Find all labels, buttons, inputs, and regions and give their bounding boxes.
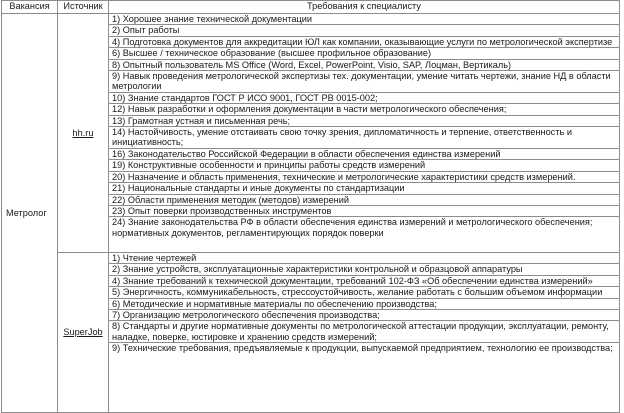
requirements-list-superjob (109, 253, 619, 354)
requirement-item: 6) Методические и нормативные материалы по обеспечению производства; (109, 299, 619, 310)
requirements-table (1, 0, 620, 413)
requirement-item: 10) Знание стандартов ГОСТ Р ИСО 9001, ГОСТ РВ 0015-002; (109, 93, 619, 104)
header-requirements: Требования к специалисту (109, 1, 620, 14)
requirement-item: 7) Организацию метрологического обеспечения производства; (109, 310, 619, 321)
requirement-item: 9) Навык проведения метрологической экспертизы тех. документации, умение читать чертежи, знание НД в области метрологии (109, 71, 619, 93)
requirements-list-hh (109, 14, 619, 238)
requirement-item: 1) Хорошее знание технической документации (109, 14, 619, 25)
group-row-hh (2, 14, 620, 253)
header-row (2, 1, 620, 14)
requirement-item: 23) Опыт поверки производственных инструментов (109, 206, 619, 217)
vacancy-cell: Метролог (2, 14, 58, 413)
requirement-item: 5) Энергичность, коммуникабельность, стрессоустойчивость, желание работать с большим объемом информации (109, 287, 619, 298)
group-row-superjob (2, 253, 620, 413)
header-vacancy: Вакансия (2, 1, 58, 14)
requirement-item: 1) Чтение чертежей (109, 253, 619, 264)
requirement-item: 6) Высшее / техническое образование (высшее профильное образование) (109, 48, 619, 59)
requirement-item: 13) Грамотная устная и письменная речь; (109, 116, 619, 127)
requirement-item: 4) Знание требований к технической документации, требований 102-ФЗ «Об обеспечении единства измерений» (109, 276, 619, 287)
requirements-cell-superjob (109, 253, 620, 413)
requirement-item: 16) Законодательство Российской Федерации в области обеспечения единства измерений (109, 149, 619, 160)
requirement-item: 24) Знание законодательства РФ в области обеспечения единства измерений и метрологического обеспечения; нормативных документов, регламентирующих порядок поверки (112, 217, 593, 238)
requirements-cell-hh (109, 14, 620, 253)
source-link-hh[interactable]: hh.ru (72, 127, 94, 138)
source-cell-superjob (58, 253, 109, 413)
source-cell-hh (58, 14, 109, 253)
requirement-item: 9) Технические требования, предъявляемые к продукции, выпускаемой предприятием, технологию ее производства; (112, 343, 613, 354)
requirement-item: 2) Знание устройств, эксплуатационные характеристики контрольной и образцовой аппаратуры (109, 264, 619, 275)
requirements-table-sheet (1, 0, 620, 412)
requirement-item: 20) Назначение и область применения, технические и метрологические характеристики средств измерений. (109, 172, 619, 183)
header-source: Источник (58, 1, 109, 14)
requirement-item: 2) Опыт работы (109, 25, 619, 36)
requirement-item: 21) Национальные стандарты и иные документы по стандартизации (109, 183, 619, 194)
requirement-item: 4) Подготовка документов для аккредитации ЮЛ как компании, оказывающие услуги по метрологической экспертизе (109, 37, 619, 48)
requirement-item: 12) Навык разработки и оформления документации в части метрологического обеспечения; (109, 104, 619, 115)
requirement-item: 22) Области применения методик (методов) измерений (109, 195, 619, 206)
requirement-item: 8) Стандарты и другие нормативные документы по метрологической аттестации продукции, эксплуатации, ремонту, наладке, поверке, юстировке и хранению средств измерений; (109, 321, 619, 343)
requirement-item: 14) Настойчивость, умение отстаивать свою точку зрения, дипломатичность и терпение, ответственность и инициативность; (109, 127, 619, 149)
source-link-superjob[interactable]: SuperJob (63, 327, 103, 338)
requirement-item: 19) Конструктивные особенности и принципы работы средств измерений (109, 160, 619, 171)
requirement-item: 8) Опытный пользователь MS Office (Word, Excel, PowerPoint, Visio, SAP, Лоцман, Вертикаль) (109, 60, 619, 71)
